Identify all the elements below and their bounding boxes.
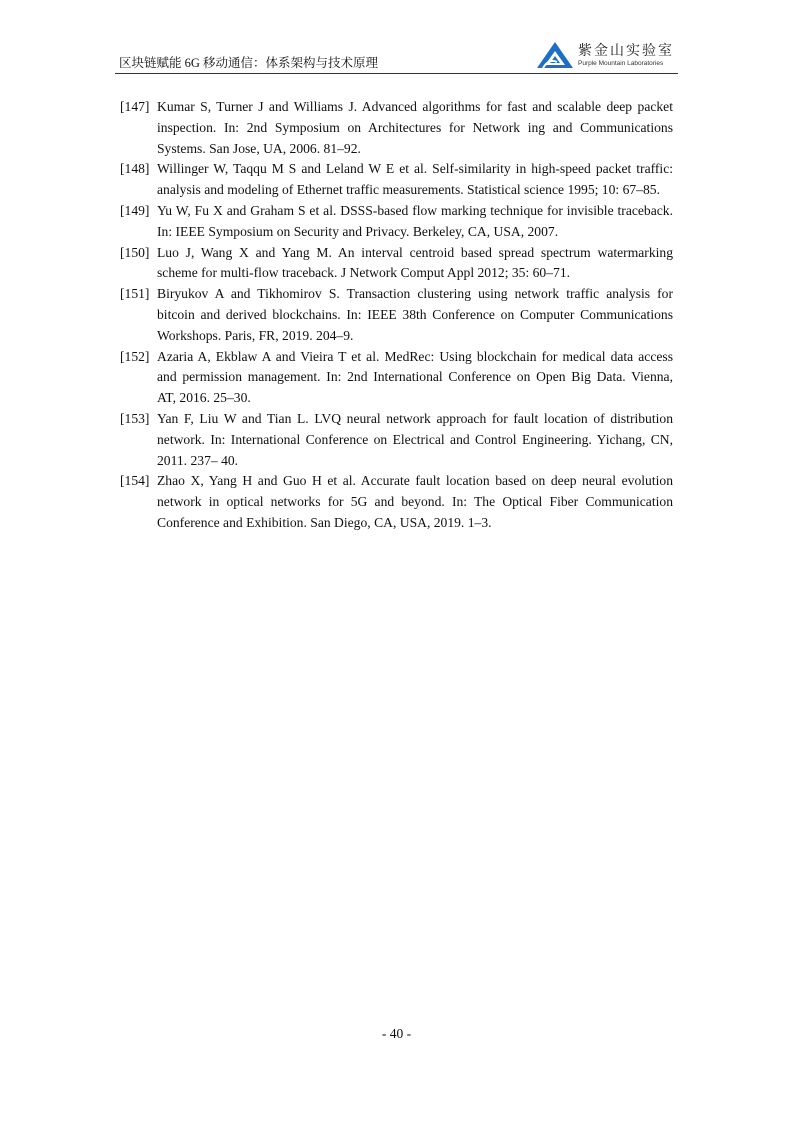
- reference-text-line: 2011. 237– 40.: [157, 452, 239, 468]
- page-number: - 40 -: [381, 1026, 412, 1041]
- reference-text-line: Workshops. Paris, FR, 2019. 204–9.: [157, 327, 354, 343]
- reference-number: [154]: [120, 473, 150, 489]
- reference-text-line: Kumar S, Turner J and Williams J. Advanced algorithms for fast and scalable deep packet: [157, 99, 673, 114]
- logo-english-name: Purple Mountain Laboratories: [578, 59, 664, 67]
- reference-item: [120, 159, 673, 201]
- reference-list: [120, 97, 673, 534]
- reference-text-line: bitcoin and derived blockchains. In: IEEE 38th Conference on Computer Communications: [157, 306, 673, 322]
- reference-text-line: scheme for multi-flow traceback. J Network Comput Appl 2012; 35: 60–71.: [157, 265, 571, 281]
- reference-item: [120, 243, 673, 285]
- reference-text-line: Biryukov A and Tikhomirov S. Transaction clustering using network traffic analysis for: [157, 286, 673, 302]
- reference-text-line: inspection. In: 2nd Symposium on Architectures for Network ing and Communications: [157, 119, 673, 135]
- reference-number: [147]: [120, 99, 150, 114]
- reference-number: [148]: [120, 161, 150, 177]
- reference-item: [120, 201, 673, 243]
- reference-text-line: and permission management. In: 2nd International Conference on Open Big Data. Vienna,: [157, 369, 673, 385]
- reference-text-line: network in optical networks for 5G and beyond. In: The Optical Fiber Communication: [157, 494, 673, 510]
- reference-number: [153]: [120, 410, 150, 426]
- reference-item: [120, 471, 673, 533]
- reference-number: [151]: [120, 286, 150, 302]
- reference-text-line: AT, 2016. 25–30.: [157, 390, 251, 406]
- reference-text-line: In: IEEE Symposium on Security and Privacy. Berkeley, CA, USA, 2007.: [157, 223, 559, 239]
- reference-item: [120, 284, 673, 346]
- triangle-logo-icon: [535, 40, 575, 70]
- reference-text-line: Yan F, Liu W and Tian L. LVQ neural network approach for fault location of distribution: [157, 410, 673, 426]
- reference-text-line: Zhao X, Yang H and Guo H et al. Accurate fault location based on deep neural evolution: [157, 473, 673, 489]
- reference-text-line: analysis and modeling of Ethernet traffic measurements. Statistical science 1995; 10: 67–85.: [157, 182, 660, 198]
- reference-item: [120, 347, 673, 409]
- reference-number: [150]: [120, 244, 150, 260]
- reference-item: [120, 97, 673, 159]
- reference-number: [149]: [120, 202, 150, 218]
- reference-text-line: Yu W, Fu X and Graham S et al. DSSS-based flow marking technique for invisible traceback.: [157, 202, 673, 218]
- book-title: 区块链赋能 6G 移动通信：体系架构与技术原理: [119, 56, 379, 70]
- reference-text-line: Willinger W, Taqqu M S and Leland W E et al. Self-similarity in high-speed packet traffic:: [157, 161, 673, 177]
- page-header: [115, 38, 678, 74]
- purple-mountain-logo: [535, 39, 674, 71]
- reference-number: [152]: [120, 348, 150, 364]
- reference-text-line: Azaria A, Ekblaw A and Vieira T et al. MedRec: Using blockchain for medical data access: [157, 348, 673, 364]
- reference-text-line: Systems. San Jose, UA, 2006. 81–92.: [157, 140, 361, 156]
- reference-text-line: Luo J, Wang X and Yang M. An interval centroid based spread spectrum watermarking: [157, 244, 673, 260]
- logo-chinese-name: 紫金山实验室: [578, 42, 674, 59]
- reference-item: [120, 409, 673, 471]
- reference-text-line: Conference and Exhibition. San Diego, CA, USA, 2019. 1–3.: [157, 514, 492, 530]
- reference-text-line: network. In: International Conference on Electrical and Control Engineering. Yichang, CN,: [157, 431, 673, 447]
